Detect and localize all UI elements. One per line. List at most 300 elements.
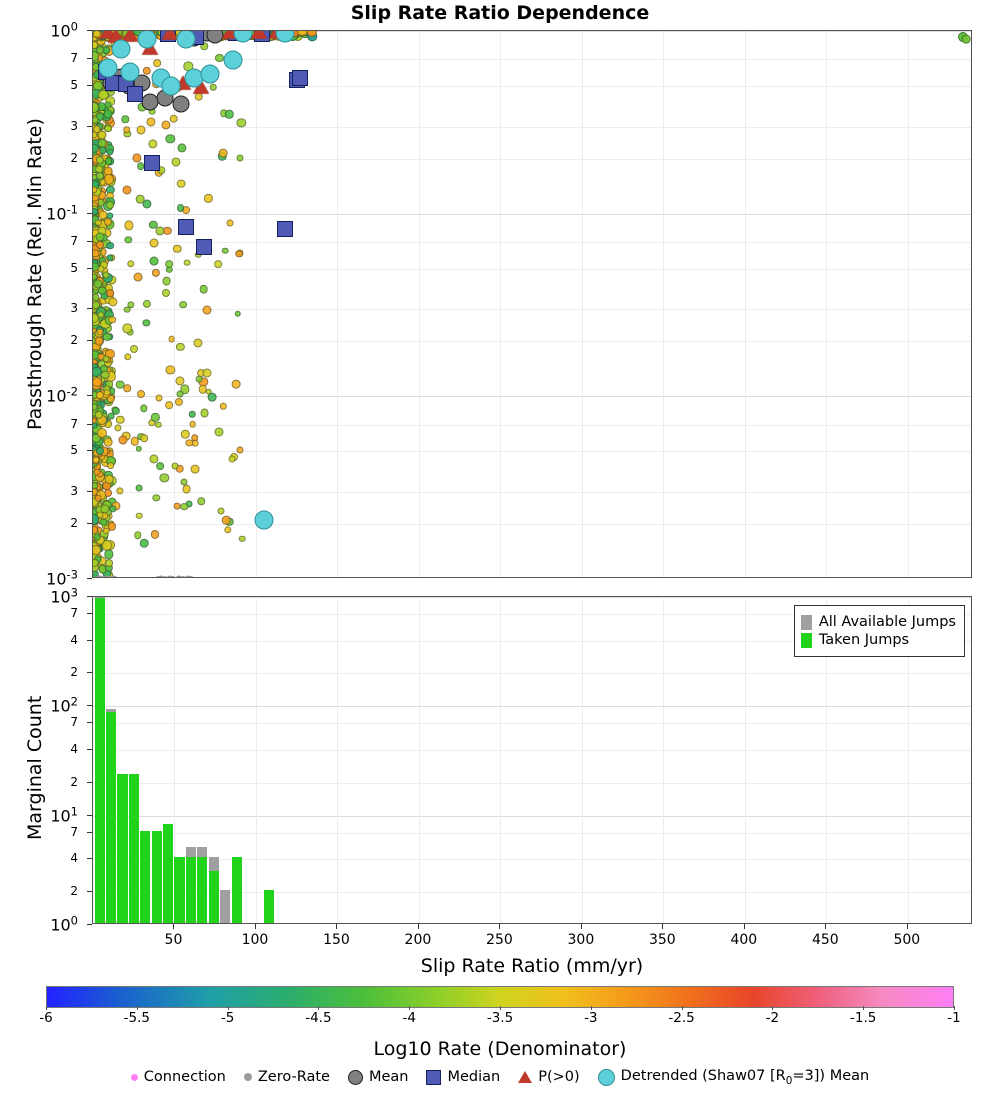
connection-point (214, 260, 222, 268)
y-tick-mark (87, 85, 92, 86)
connection-point (222, 247, 229, 254)
connection-point (102, 272, 109, 279)
histogram-x-axis-label: Slip Rate Ratio (mm/yr) (420, 955, 644, 977)
gridline-horizontal (93, 396, 971, 397)
y-tick-mark (87, 924, 92, 925)
gridline-horizontal (93, 86, 971, 87)
marker-legend-item (348, 1069, 409, 1085)
gridline-horizontal (93, 783, 971, 784)
colorbar-ticks (39, 1010, 961, 1030)
connection-point (166, 267, 172, 273)
connection-point (153, 59, 161, 67)
histogram-bar-taken-jumps (95, 598, 105, 923)
colorbar-tick-mark (318, 1006, 319, 1010)
connection-point (232, 380, 241, 389)
gridline-horizontal (93, 492, 971, 493)
connection-point (169, 115, 178, 124)
detrended-mean-marker (176, 30, 195, 49)
y-tick-label: $10^3$ (50, 585, 78, 607)
connection-point (184, 259, 191, 266)
connection-point (94, 534, 101, 541)
y-tick-mark (87, 705, 92, 706)
p-greater-zero-marker (251, 30, 267, 39)
colorbar-tick-mark (228, 1006, 229, 1010)
scatter-plot-panel (92, 30, 972, 578)
x-tick-label: 400 (730, 932, 758, 948)
connection-point (196, 375, 203, 382)
y-tick-mark (87, 491, 92, 492)
y-tick-label: 7 (70, 715, 78, 730)
zero-rate-dot-icon (244, 1073, 252, 1081)
y-tick-mark (87, 782, 92, 783)
connection-point (177, 390, 184, 397)
marker-legend-label: Mean (368, 1069, 409, 1086)
connection-point (103, 438, 112, 447)
connection-point (155, 227, 164, 236)
y-tick-label: 2 (70, 774, 78, 789)
median-marker (127, 86, 143, 102)
x-tick-mark (581, 924, 582, 929)
connection-point (92, 377, 102, 387)
x-tick-mark (662, 924, 663, 929)
connection-point (105, 157, 113, 165)
colorbar-tick-mark (591, 1006, 592, 1010)
y-tick-label: 5 (70, 260, 78, 275)
connection-point (143, 319, 150, 326)
y-tick-mark (87, 891, 92, 892)
x-tick-label: 150 (323, 932, 350, 948)
connection-point (92, 545, 101, 555)
y-tick-label: 2 (70, 665, 78, 680)
colorbar-tick-mark (954, 1006, 955, 1010)
median-marker (277, 221, 293, 237)
connection-point (236, 446, 243, 453)
connection-point (96, 447, 104, 455)
connection-point (210, 84, 217, 91)
histogram-bar-taken-jumps (152, 831, 162, 923)
y-tick-label: 2 (70, 884, 78, 899)
connection-point (162, 289, 170, 297)
marker-legend-label: P(>0) (538, 1069, 580, 1086)
connection-point (153, 494, 160, 501)
y-tick-mark (87, 58, 92, 59)
y-tick-label: 5 (70, 443, 78, 458)
x-tick-label: 200 (404, 932, 432, 948)
y-tick-mark (87, 672, 92, 673)
connection-point (182, 484, 191, 493)
connection-point (132, 153, 141, 162)
y-tick-mark (87, 241, 92, 242)
y-tick-mark (87, 424, 92, 425)
connection-point (124, 384, 132, 392)
connection-point (202, 369, 211, 378)
y-tick-label: 4 (70, 632, 78, 647)
gridline-vertical (419, 31, 420, 577)
gridline-horizontal (93, 242, 971, 243)
y-tick-mark (87, 613, 92, 614)
connection-point (156, 462, 164, 470)
connection-point (134, 531, 141, 538)
connection-point (118, 436, 127, 445)
connection-point (215, 54, 223, 62)
p-greater-zero-marker (162, 30, 178, 40)
gridline-horizontal (93, 597, 971, 598)
connection-point (124, 353, 131, 360)
gridline-horizontal (93, 859, 971, 860)
connection-point (235, 250, 243, 258)
legend-item (801, 632, 956, 648)
connection-point (108, 316, 116, 324)
histogram-y-axis-label: Marginal Count (24, 695, 46, 840)
connection-point (96, 233, 105, 242)
connection-point (127, 260, 135, 268)
connection-point (197, 498, 205, 506)
connection-point (224, 526, 231, 533)
connection-point (217, 508, 224, 515)
connection-point (143, 66, 151, 74)
y-tick-mark (87, 722, 92, 723)
connection-point (140, 539, 149, 548)
histogram-bar-all-jumps (220, 890, 230, 923)
marker-legend-label: Median (447, 1069, 501, 1086)
connection-point (111, 407, 119, 415)
connection-point (235, 311, 241, 317)
connection-point (116, 380, 125, 389)
connection-point (175, 398, 183, 406)
y-tick-mark (87, 815, 92, 816)
colorbar-tick-label: -1 (947, 1010, 961, 1026)
histogram-bar-taken-jumps (232, 857, 242, 923)
median-marker (196, 239, 212, 255)
x-tick-mark (744, 924, 745, 929)
histogram-bar-taken-jumps (174, 857, 184, 923)
y-tick-mark (87, 596, 92, 597)
zero-rate-marker (188, 576, 194, 578)
x-tick-mark (499, 924, 500, 929)
connection-point (214, 428, 223, 437)
gridline-vertical (663, 597, 664, 923)
y-tick-label: $10^0$ (50, 913, 78, 935)
connection-point (962, 35, 971, 44)
colorbar-tick-mark (863, 1006, 864, 1010)
connection-point (162, 277, 171, 286)
connection-point (151, 413, 159, 421)
legend-swatch (801, 615, 812, 630)
y-tick-label: 7 (70, 824, 78, 839)
histogram-panel (92, 596, 972, 924)
y-tick-mark (87, 450, 92, 451)
gridline-vertical (337, 597, 338, 923)
marker-legend-item (131, 1069, 226, 1085)
gridline-vertical (826, 31, 827, 577)
histogram-bar-taken-jumps (197, 857, 207, 923)
connection-point (96, 46, 104, 54)
connection-point (155, 394, 162, 401)
y-tick-label: 3 (70, 483, 78, 498)
y-tick-label: $10^{-1}$ (46, 201, 78, 224)
median-square-icon (426, 1070, 441, 1085)
connection-point (189, 421, 196, 428)
connection-point (172, 463, 179, 470)
gridline-horizontal (93, 451, 971, 452)
gridline-horizontal (93, 127, 971, 128)
legend-swatch (801, 633, 812, 648)
connection-point (92, 526, 98, 534)
y-tick-label: 4 (70, 851, 78, 866)
connection-point (225, 110, 233, 118)
histogram-bar-taken-jumps (117, 774, 127, 923)
gridline-horizontal (93, 706, 971, 707)
y-tick-label: 7 (70, 416, 78, 431)
gridline-horizontal (93, 214, 971, 215)
y-tick-label: 4 (70, 741, 78, 756)
gridline-vertical (745, 31, 746, 577)
connection-point (236, 155, 243, 162)
connection-point (177, 204, 185, 212)
colorbar (46, 986, 954, 1008)
gridline-vertical (745, 597, 746, 923)
gridline-vertical (500, 31, 501, 577)
connection-point (173, 245, 182, 254)
x-tick-mark (907, 924, 908, 929)
marker-legend-label: Detrended (Shaw07 $[R_0=3]$) Mean (620, 1068, 870, 1087)
y-tick-mark (87, 578, 92, 579)
connection-point (148, 140, 157, 149)
zero-rate-marker (162, 576, 168, 578)
y-tick-mark (87, 308, 92, 309)
connection-point (127, 301, 134, 308)
scatter-y-axis-label: Passthrough Rate (Rel. Min Rate) (24, 118, 46, 430)
colorbar-tick-mark (137, 1006, 138, 1010)
x-tick-mark (173, 924, 174, 929)
connection-point (106, 201, 114, 209)
connection-point (93, 468, 100, 475)
y-tick-mark (87, 749, 92, 750)
connection-point (191, 465, 200, 474)
gridline-vertical (582, 597, 583, 923)
connection-point (109, 506, 116, 513)
connection-point (160, 473, 169, 482)
connection-point (136, 195, 145, 204)
detrended-mean-marker (111, 39, 130, 58)
x-tick-mark (336, 924, 337, 929)
legend-label: All Available Jumps (818, 614, 956, 630)
x-tick-mark (255, 924, 256, 929)
gridline-horizontal (93, 816, 971, 817)
connection-point (106, 242, 114, 250)
x-tick-mark (825, 924, 826, 929)
connection-point (95, 337, 104, 346)
marker-legend-label: Connection (143, 1069, 226, 1086)
colorbar-tick-label: -5.5 (123, 1010, 150, 1026)
connection-point (98, 139, 107, 148)
y-tick-label: 7 (70, 51, 78, 66)
zero-rate-marker (110, 576, 116, 578)
colorbar-tick-mark (682, 1006, 683, 1010)
connection-point (96, 391, 104, 399)
y-tick-label: 2 (70, 333, 78, 348)
marker-legend-item (244, 1069, 330, 1085)
mean-dot-icon (348, 1070, 363, 1085)
y-tick-label: $10^1$ (50, 803, 78, 826)
gridline-horizontal (93, 524, 971, 525)
y-tick-mark (87, 832, 92, 833)
detrended-mean-marker (233, 30, 252, 43)
connection-point (200, 408, 209, 417)
connection-point (180, 503, 188, 511)
colorbar-tick-mark (500, 1006, 501, 1010)
colorbar-tick-mark (46, 1006, 47, 1010)
gridline-vertical (174, 31, 175, 577)
gridline-vertical (337, 31, 338, 577)
connection-point (105, 559, 113, 567)
median-marker (144, 155, 160, 171)
connection-point (104, 389, 111, 396)
detrended-mean-marker (201, 65, 220, 84)
detrended-mean-marker (98, 58, 117, 77)
connection-point (195, 92, 204, 101)
gridline-horizontal (93, 673, 971, 674)
y-tick-label: 2 (70, 516, 78, 530)
gridline-vertical (663, 31, 664, 577)
y-tick-mark (87, 126, 92, 127)
y-tick-label: $10^0$ (50, 19, 78, 41)
connection-point (133, 273, 142, 282)
mean-marker (173, 95, 190, 112)
connection-point (152, 269, 160, 277)
connection-point (189, 411, 196, 418)
connection-point (96, 241, 104, 249)
x-tick-label: 100 (241, 932, 269, 948)
legend-item (801, 614, 956, 630)
x-tick-label: 250 (486, 932, 513, 948)
connection-point (207, 392, 216, 401)
connection-point (161, 121, 170, 130)
connection-point (102, 355, 109, 362)
y-tick-mark (87, 640, 92, 641)
gridline-vertical (582, 31, 583, 577)
connection-point (95, 495, 102, 502)
connection-point (136, 512, 143, 519)
connection-point (181, 430, 190, 439)
connection-point (229, 455, 236, 462)
connection-dot-icon (131, 1074, 138, 1081)
connection-point (108, 297, 117, 306)
gridline-vertical (256, 31, 257, 577)
y-tick-mark (87, 523, 92, 524)
connection-point (204, 194, 212, 202)
connection-point (227, 219, 234, 226)
colorbar-tick-label: -6 (39, 1010, 53, 1026)
colorbar-tick-mark (409, 1006, 410, 1010)
connection-point (177, 179, 186, 188)
median-marker (178, 219, 194, 235)
x-tick-label: 500 (893, 932, 921, 948)
colorbar-tick-label: -3.5 (486, 1010, 514, 1026)
connection-point (97, 265, 104, 272)
gridline-horizontal (93, 309, 971, 310)
gridline-vertical (419, 597, 420, 923)
detrended-mean-marker (137, 30, 156, 49)
zero-rate-marker (155, 576, 161, 578)
connection-point (180, 301, 188, 309)
connection-point (137, 390, 145, 398)
connection-point (202, 306, 211, 315)
detrended-mean-marker (255, 511, 274, 530)
p-greater-zero-triangle-icon (518, 1071, 532, 1083)
gridline-horizontal (93, 833, 971, 834)
connection-point (137, 126, 146, 135)
colorbar-tick-label: -2 (765, 1010, 780, 1026)
histogram-bar-taken-jumps (209, 871, 219, 923)
y-tick-mark (87, 213, 92, 214)
page-title: Slip Rate Ratio Dependence (350, 2, 650, 24)
marker-legend-item (598, 1068, 870, 1087)
connection-point (150, 257, 159, 266)
connection-point (107, 290, 115, 298)
connection-point (220, 403, 226, 409)
zero-rate-marker (180, 576, 186, 578)
x-tick-label: 450 (811, 932, 839, 948)
histogram-bar-taken-jumps (106, 712, 116, 923)
connection-point (178, 143, 187, 152)
y-tick-mark (87, 858, 92, 859)
connection-point (141, 434, 149, 442)
connection-point (151, 530, 159, 538)
x-tick-mark (418, 924, 419, 929)
connection-point (103, 109, 112, 118)
gridline-horizontal (93, 341, 971, 342)
y-tick-label: $10^2$ (50, 694, 78, 716)
gridline-vertical (256, 597, 257, 923)
connection-point (92, 422, 97, 429)
connection-point (104, 125, 112, 133)
y-tick-label: 3 (70, 118, 78, 133)
gridline-horizontal (93, 269, 971, 270)
connection-point (149, 239, 158, 248)
colorbar-tick-label: -3 (584, 1010, 598, 1026)
x-tick-label: 300 (567, 932, 595, 948)
connection-point (107, 462, 115, 470)
y-tick-label: 7 (70, 233, 78, 248)
connection-point (176, 343, 184, 351)
y-tick-mark (87, 395, 92, 396)
legend-label: Taken Jumps (818, 632, 910, 648)
marker-legend-item (518, 1069, 579, 1085)
y-tick-mark (87, 158, 92, 159)
colorbar-label: Log10 Rate (Denominator) (373, 1038, 627, 1060)
gridline-vertical (908, 31, 909, 577)
connection-point (116, 416, 125, 425)
histogram-bar-taken-jumps (129, 774, 139, 923)
gridline-vertical (500, 597, 501, 923)
marker-legend (0, 1068, 1000, 1087)
y-tick-label: $10^{-3}$ (46, 567, 78, 589)
gridline-horizontal (93, 425, 971, 426)
connection-point (239, 535, 246, 542)
connection-point (130, 345, 138, 353)
zero-rate-marker (170, 576, 176, 578)
gridline-horizontal (93, 723, 971, 724)
y-tick-mark (87, 268, 92, 269)
connection-point (168, 336, 175, 343)
connection-point (140, 405, 147, 412)
histogram-bar-taken-jumps (186, 857, 196, 923)
detrended-mean-marker (121, 62, 140, 81)
detrended-mean-marker (162, 76, 181, 95)
connection-point (114, 424, 121, 431)
connection-point (172, 158, 181, 167)
